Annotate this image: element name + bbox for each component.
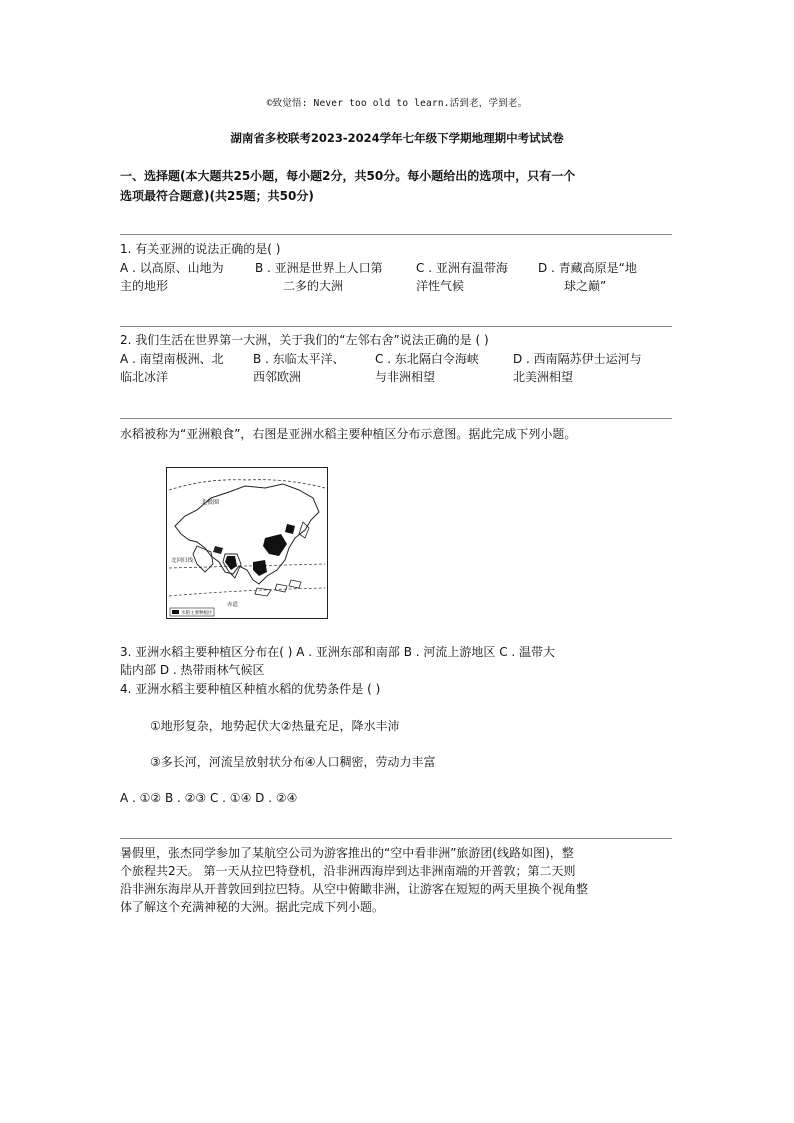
map-legend-label: 水稻主要种植区 (181, 611, 213, 616)
q2-option-a-line1: A . 南望南极洲、北 (120, 352, 224, 366)
question-3-line2: 陆内部 D . 热带雨林气候区 (120, 663, 265, 677)
q2-option-b[interactable] (253, 350, 345, 386)
asia-rice-map (166, 467, 328, 619)
q2-option-c[interactable] (375, 350, 479, 386)
q1-option-c[interactable] (416, 259, 508, 295)
africa-passage-line4: 体了解这个充满神秘的大洲。据此完成下列小题。 (120, 900, 385, 914)
q4-statements-1-2: ①地形复杂，地势起伏大②热量充足，降水丰沛 (150, 719, 400, 733)
q1-option-a-line1: A . 以高原、山地为 (120, 261, 224, 275)
q2-option-d[interactable] (513, 350, 642, 386)
header-note: ©致觉悟: Never too old to learn.活到老，学到老。 (266, 98, 528, 109)
q2-option-a-line2: 临北冰洋 (120, 370, 169, 384)
africa-passage-line1: 暑假里，张杰同学参加了某航空公司为游客推出的“空中看非洲”旅游团(线路如图)，整 (120, 846, 574, 860)
map-label-tropic: 北回归线 (171, 558, 194, 564)
q1-option-c-line1: C . 亚洲有温带海 (416, 261, 508, 275)
q2-option-a[interactable] (120, 350, 224, 386)
africa-passage (120, 844, 680, 916)
q1-option-b-line1: B . 亚洲是世界上人口第 (255, 261, 383, 275)
question-2-stem: 2. 我们生活在世界第一大洲，关于我们的“左邻右舍”说法正确的是 ( ) (120, 333, 489, 347)
question-4-stem: 4. 亚洲水稻主要种植区种植水稻的优势条件是 ( ) (120, 682, 381, 696)
map-label-arctic: 北极圈 (201, 499, 220, 506)
divider (120, 838, 672, 839)
q4-statements-3-4: ③多长河，河流呈放射状分布④人口稠密，劳动力丰富 (150, 755, 436, 769)
question-2-options (120, 350, 680, 390)
divider (120, 234, 672, 235)
africa-passage-line3: 沿非洲东海岸从开普敦回到拉巴特。从空中俯瞰非洲，让游客在短短的两天里换个视角整 (120, 882, 589, 896)
q2-option-d-line2: 北美洲相望 (513, 370, 574, 384)
divider (120, 418, 672, 419)
q2-option-c-line2: 与非洲相望 (375, 370, 436, 384)
divider (120, 326, 672, 327)
q4-choices[interactable]: A . ①② B . ②③ C . ①④ D . ②④ (120, 791, 298, 805)
section-heading-line2: 选项最符合题意)(共25题；共50分) (120, 189, 314, 203)
map-legend-swatch (172, 610, 179, 614)
q1-option-a-line2: 主的地形 (120, 279, 169, 293)
q2-option-b-line2: 西邻欧洲 (253, 370, 302, 384)
question-3 (120, 643, 680, 679)
q1-option-b[interactable] (255, 259, 383, 295)
section-heading-line1: 一、选择题(本大题共25小题，每小题2分，共50分。每小题给出的选项中，只有一个 (120, 169, 576, 183)
question-1-stem: 1. 有关亚洲的说法正确的是( ) (120, 242, 281, 256)
asia-map-figure (167, 468, 327, 618)
page-title: 湖南省多校联考2023-2024学年七年级下学期地理期中考试试卷 (230, 131, 564, 145)
q1-option-c-line2: 洋性气候 (416, 279, 465, 293)
africa-passage-line2: 个旅程共2天。 第一天从拉巴特登机，沿非洲西海岸到达非洲南端的开普敦；第二天则 (120, 864, 576, 878)
rice-intro: 水稻被称为“亚洲粮食”，右图是亚洲水稻主要种植区分布示意图。据此完成下列小题。 (120, 427, 577, 441)
question-1-options (120, 259, 680, 299)
q1-option-d[interactable] (538, 259, 637, 295)
q1-option-a[interactable] (120, 259, 224, 295)
q1-option-d-line1: D . 青藏高原是“地 (538, 261, 637, 275)
q2-option-d-line1: D . 西南隔苏伊士运河与 (513, 352, 642, 366)
question-3-line1: 3. 亚洲水稻主要种植区分布在( ) A . 亚洲东部和南部 B . 河流上游地区 C . 温带大 (120, 645, 556, 659)
map-label-equator: 赤道 (227, 602, 239, 608)
q2-option-b-line1: B . 东临太平洋、 (253, 352, 345, 366)
q1-option-b-line2: 二多的大洲 (283, 279, 344, 293)
section-heading (120, 166, 680, 206)
q1-option-d-line2: 球之巅” (564, 279, 607, 293)
q2-option-c-line1: C . 东北隔白令海峡 (375, 352, 479, 366)
